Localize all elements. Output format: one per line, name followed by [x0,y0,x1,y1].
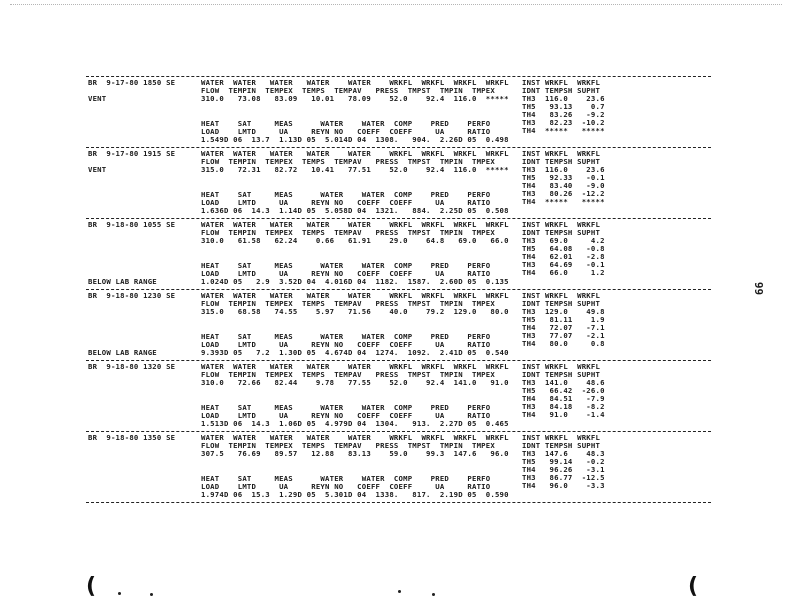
record-side-5: TH4 83.26 -9.2 [522,110,605,119]
record-top-labels-2: FLOW TEMPIN TEMPEX TEMPS TEMPAV PRESS TMPST TMPIN TMPEX [201,157,495,166]
record-top-labels-2: FLOW TEMPIN TEMPEX TEMPS TEMPAV PRESS TMPST TMPIN TMPEX [201,228,495,237]
scan-dot [118,592,121,595]
record-header: BR 9-17-80 1915 SE [88,149,176,158]
record-bot-values: 9.393D 05 7.2 1.30D 05 4.674D 04 1274. 1092. 2.41D 05 0.540 [201,348,509,357]
record-side-6: TH3 64.69 -0.1 [522,260,605,269]
record-side-1: INST WRKFL WRKFL [522,149,601,158]
record-side-1: INST WRKFL WRKFL [522,291,601,300]
printout-sheet [88,76,728,503]
test-record [88,77,728,147]
record-mode: VENT [88,165,107,174]
record-bot-labels-2: LOAD LMTD UA REYN NO COEFF COEFF UA RATIO [201,269,491,278]
record-side-4: TH5 92.33 -0.1 [522,173,605,182]
record-side-2: IDNT TEMPSH SUPHT [522,157,601,166]
record-side-7: TH4 ***** ***** [522,126,605,135]
record-top-values: 307.5 76.69 89.57 12.88 83.13 59.0 99.3 147.6 96.0 [201,449,509,458]
record-side-5: TH4 96.26 -3.1 [522,465,605,474]
record-side-3: TH3 116.0 23.6 [522,165,605,174]
record-top-values: 310.0 73.08 83.09 10.01 78.09 52.0 92.4 116.0 ***** [201,94,509,103]
test-record [88,148,728,218]
record-side-5: TH4 83.40 -9.0 [522,181,605,190]
record-side-4: TH5 99.14 -0.2 [522,457,605,466]
record-bot-values: 1.024D 05 2.9 3.52D 04 4.016D 04 1182. 1587. 2.60D 05 0.135 [201,277,509,286]
record-bot-labels-2: LOAD LMTD UA REYN NO COEFF COEFF UA RATIO [201,482,491,491]
record-top-labels-1: WATER WATER WATER WATER WATER WRKFL WRKFL WRKFL WRKFL [201,433,509,442]
record-bot-values: 1.974D 06 15.3 1.29D 05 5.301D 04 1338. 817. 2.19D 05 0.590 [201,490,509,499]
record-note: BELOW LAB RANGE [88,277,157,286]
record-top-values: 315.0 68.58 74.55 5.97 71.56 40.0 79.2 129.0 80.0 [201,307,509,316]
record-bot-values: 1.549D 06 13.7 1.13D 05 5.014D 04 1308. 904. 2.26D 05 0.498 [201,135,509,144]
record-side-6: TH3 77.07 -2.1 [522,331,605,340]
record-header: BR 9-18-80 1230 SE [88,291,176,300]
record-bot-labels-1: HEAT SAT MEAS WATER WATER COMP PRED PERFO [201,332,491,341]
record-side-3: TH3 116.0 23.6 [522,94,605,103]
record-side-6: TH3 82.23 -10.2 [522,118,605,127]
record-side-3: TH3 69.0 4.2 [522,236,605,245]
page-number: 99 [752,281,766,296]
record-bot-labels-2: LOAD LMTD UA REYN NO COEFF COEFF UA RATIO [201,198,491,207]
record-side-2: IDNT TEMPSH SUPHT [522,370,601,379]
record-side-6: TH3 86.77 -12.5 [522,473,605,482]
top-scan-line [10,4,782,5]
record-side-7: TH4 66.0 1.2 [522,268,605,277]
record-header: BR 9-18-80 1320 SE [88,362,176,371]
record-bot-labels-1: HEAT SAT MEAS WATER WATER COMP PRED PERFO [201,474,491,483]
record-top-labels-2: FLOW TEMPIN TEMPEX TEMPS TEMPAV PRESS TMPST TMPIN TMPEX [201,86,495,95]
record-bot-labels-1: HEAT SAT MEAS WATER WATER COMP PRED PERFO [201,119,491,128]
record-side-6: TH3 84.18 -8.2 [522,402,605,411]
record-side-2: IDNT TEMPSH SUPHT [522,299,601,308]
record-header: BR 9-18-80 1055 SE [88,220,176,229]
record-side-4: TH5 64.08 -0.8 [522,244,605,253]
record-bot-values: 1.636D 06 14.3 1.14D 05 5.058D 04 1321. 884. 2.25D 05 0.508 [201,206,509,215]
scan-mark-right: ( [688,574,699,599]
record-side-7: TH4 80.0 0.8 [522,339,605,348]
scan-dot [432,593,435,596]
record-bot-labels-1: HEAT SAT MEAS WATER WATER COMP PRED PERFO [201,261,491,270]
record-bot-labels-2: LOAD LMTD UA REYN NO COEFF COEFF UA RATIO [201,127,491,136]
record-header: BR 9-18-80 1350 SE [88,433,176,442]
test-record [88,432,728,502]
record-top-labels-1: WATER WATER WATER WATER WATER WRKFL WRKFL WRKFL WRKFL [201,291,509,300]
record-top-labels-2: FLOW TEMPIN TEMPEX TEMPS TEMPAV PRESS TMPST TMPIN TMPEX [201,299,495,308]
record-side-1: INST WRKFL WRKFL [522,78,601,87]
record-side-5: TH4 72.07 -7.1 [522,323,605,332]
record-bot-labels-2: LOAD LMTD UA REYN NO COEFF COEFF UA RATIO [201,411,491,420]
record-side-5: TH4 84.51 -7.9 [522,394,605,403]
record-side-1: INST WRKFL WRKFL [522,220,601,229]
record-top-labels-1: WATER WATER WATER WATER WATER WRKFL WRKFL WRKFL WRKFL [201,362,509,371]
record-side-3: TH3 147.6 48.3 [522,449,605,458]
record-side-4: TH5 93.13 0.7 [522,102,605,111]
record-top-labels-1: WATER WATER WATER WATER WATER WRKFL WRKFL WRKFL WRKFL [201,78,509,87]
record-side-5: TH4 62.01 -2.8 [522,252,605,261]
record-side-2: IDNT TEMPSH SUPHT [522,441,601,450]
record-side-1: INST WRKFL WRKFL [522,433,601,442]
record-side-4: TH5 81.11 1.9 [522,315,605,324]
record-side-7: TH4 96.0 -3.3 [522,481,605,490]
record-top-labels-1: WATER WATER WATER WATER WATER WRKFL WRKFL WRKFL WRKFL [201,220,509,229]
test-record [88,361,728,431]
record-header: BR 9-17-80 1850 SE [88,78,176,87]
record-side-3: TH3 141.0 48.6 [522,378,605,387]
record-top-labels-2: FLOW TEMPIN TEMPEX TEMPS TEMPAV PRESS TMPST TMPIN TMPEX [201,441,495,450]
record-separator [86,502,711,503]
test-record [88,290,728,360]
record-top-labels-2: FLOW TEMPIN TEMPEX TEMPS TEMPAV PRESS TMPST TMPIN TMPEX [201,370,495,379]
scan-mark-left: ( [86,574,97,599]
record-bot-labels-1: HEAT SAT MEAS WATER WATER COMP PRED PERFO [201,403,491,412]
scan-dot [398,590,401,593]
record-side-7: TH4 ***** ***** [522,197,605,206]
record-side-3: TH3 129.0 49.8 [522,307,605,316]
record-top-values: 315.0 72.31 82.72 10.41 77.51 52.0 92.4 116.0 ***** [201,165,509,174]
record-top-values: 310.0 72.66 82.44 9.78 77.55 52.0 92.4 141.0 91.0 [201,378,509,387]
record-side-1: INST WRKFL WRKFL [522,362,601,371]
record-mode: VENT [88,94,107,103]
record-side-6: TH3 80.26 -12.2 [522,189,605,198]
record-bot-labels-1: HEAT SAT MEAS WATER WATER COMP PRED PERFO [201,190,491,199]
record-bot-values: 1.513D 06 14.3 1.06D 05 4.979D 04 1304. 913. 2.27D 05 0.465 [201,419,509,428]
record-side-7: TH4 91.0 -1.4 [522,410,605,419]
record-side-4: TH5 66.42 -26.0 [522,386,605,395]
record-top-values: 310.0 61.58 62.24 0.66 61.91 29.0 64.8 69.0 66.0 [201,236,509,245]
test-record [88,219,728,289]
scan-dot [150,593,153,596]
record-side-2: IDNT TEMPSH SUPHT [522,86,601,95]
record-side-2: IDNT TEMPSH SUPHT [522,228,601,237]
record-top-labels-1: WATER WATER WATER WATER WATER WRKFL WRKFL WRKFL WRKFL [201,149,509,158]
record-bot-labels-2: LOAD LMTD UA REYN NO COEFF COEFF UA RATIO [201,340,491,349]
record-note: BELOW LAB RANGE [88,348,157,357]
